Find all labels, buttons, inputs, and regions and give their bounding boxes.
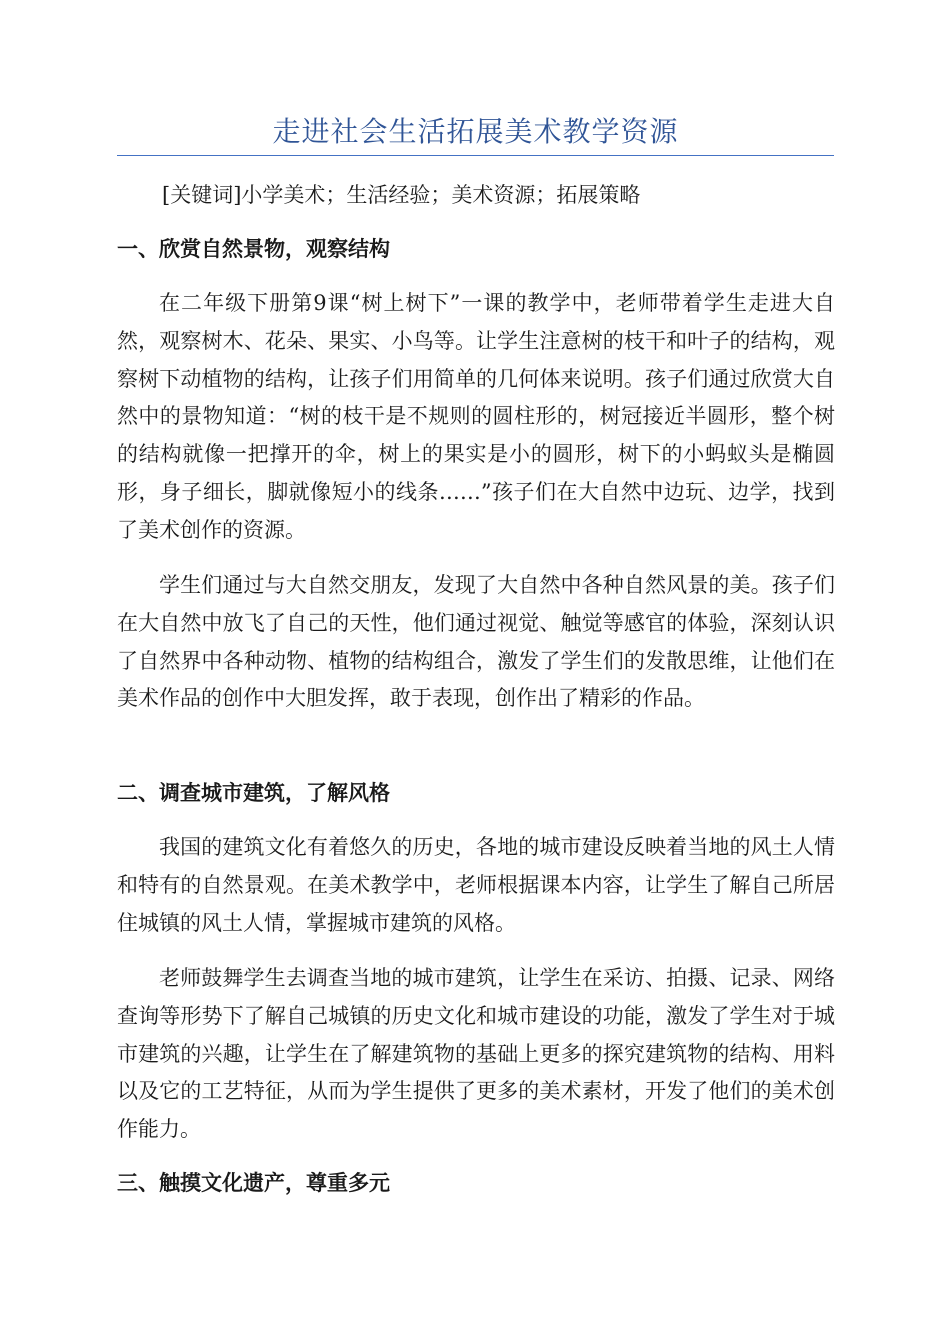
document-title: 走进社会生活拓展美术教学资源: [272, 115, 679, 148]
keywords-line: [关键词]小学美术；生活经验；美术资源；拓展策略: [162, 183, 641, 207]
title-underline: [117, 155, 834, 156]
paragraph: 学生们通过与大自然交朋友，发现了大自然中各种自然风景的美。孩子们在大自然中放飞了自己的天性，他们通过视觉、触觉等感官的体验，深刻认识了自然界中各种动物、植物的结构组合，激发了学生们的发散思维，让他们在美术作品的创作中大胆发挥，敢于表现，创作出了精彩的作品。: [117, 573, 835, 711]
paragraph: 我国的建筑文化有着悠久的历史，各地的城市建设反映着当地的风土人情和特有的自然景观。在美术教学中，老师根据课本内容，让学生了解自己所居住城镇的风土人情，掌握城市建筑的风格。: [117, 835, 835, 935]
section-heading-3: 三、触摸文化遗产，尊重多元: [117, 1171, 390, 1195]
section-heading-2: 二、调查城市建筑，了解风格: [117, 781, 390, 805]
section-heading-1: 一、欣赏自然景物，观察结构: [117, 237, 390, 261]
paragraph: 在二年级下册第9课“树上树下”一课的教学中，老师带着学生走进大自然，观察树木、花朵、果实、小鸟等。让学生注意树的枝干和叶子的结构，观察树下动植物的结构，让孩子们用简单的几何体来说明。孩子们通过欣赏大自然中的景物知道：“树的枝干是不规则的圆柱形的，树冠接近半圆形，整个树的结构就像一把撑开的伞，树上的果实是小的圆形，树下的小蚂蚁头是椭圆形，身子细长，脚就像短小的线条……”孩子们在大自然中边玩、边学，找到了美术创作的资源。: [117, 291, 835, 542]
paragraph: 老师鼓舞学生去调查当地的城市建筑，让学生在采访、拍摄、记录、网络查询等形势下了解自己城镇的历史文化和城市建设的功能，激发了学生对于城市建筑的兴趣，让学生在了解建筑物的基础上更多的探究建筑物的结构、用料以及它的工艺特征，从而为学生提供了更多的美术素材，开发了他们的美术创作能力。: [117, 966, 835, 1142]
